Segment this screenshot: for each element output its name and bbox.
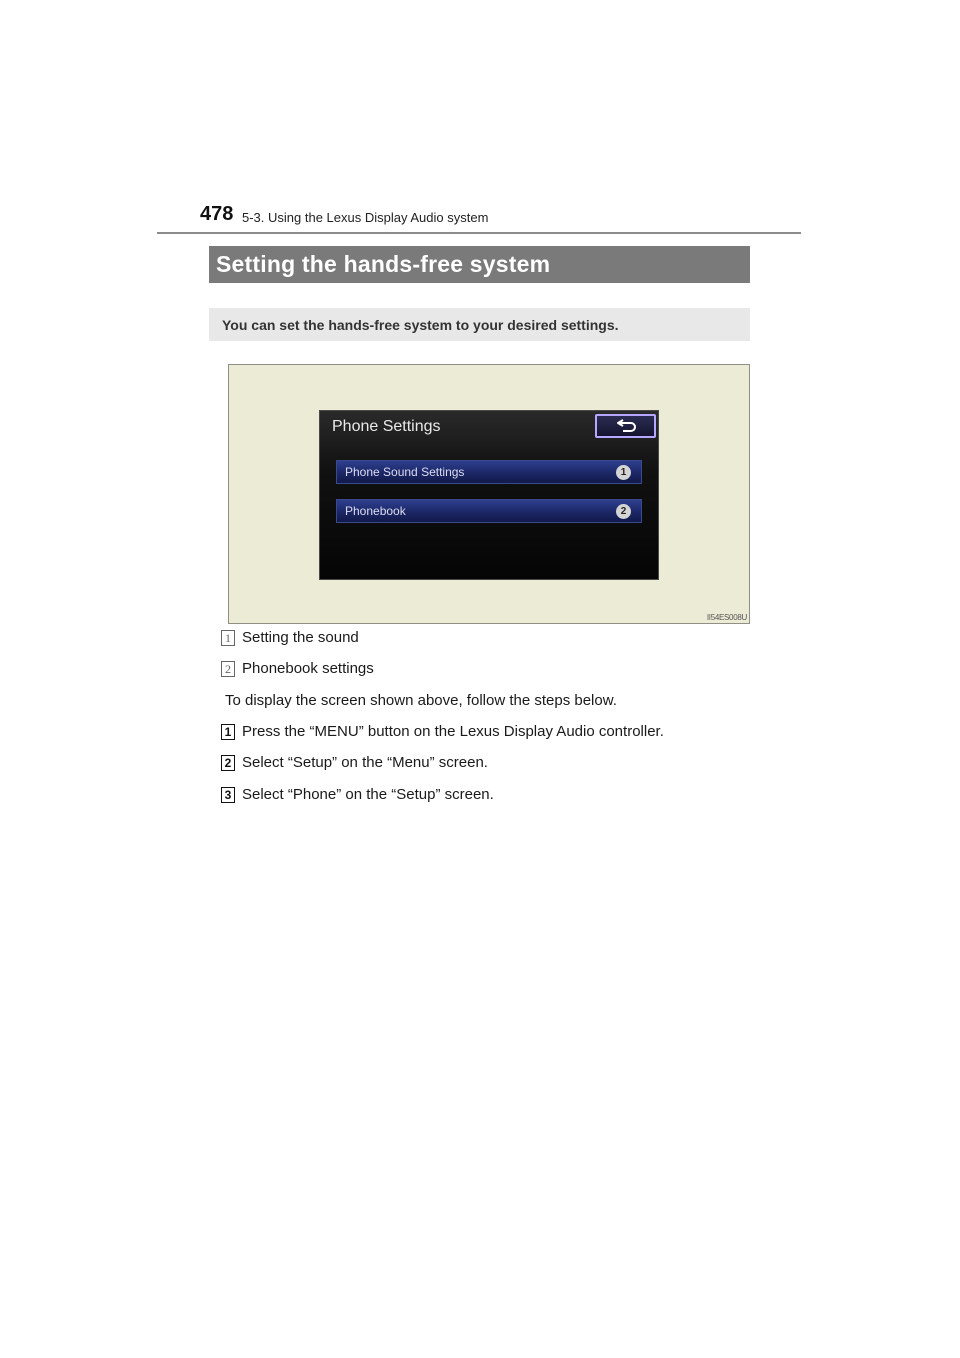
- intro-bar: [209, 308, 750, 341]
- return-arrow-icon: [614, 419, 638, 433]
- screen-title: Phone Settings: [332, 418, 441, 435]
- step-text: Select “Setup” on the “Menu” screen.: [242, 754, 488, 771]
- back-button[interactable]: [595, 414, 656, 438]
- step-badge: 1: [221, 724, 235, 740]
- phone-settings-screen: [319, 410, 659, 580]
- header-rule: [157, 232, 801, 234]
- step-badge: 3: [221, 787, 235, 803]
- callout-badge: 1: [221, 630, 235, 646]
- phonebook-button[interactable]: [336, 499, 642, 523]
- figure-code: II54ES008U: [706, 613, 747, 622]
- running-header: 5-3. Using the Lexus Display Audio system: [242, 210, 489, 225]
- menu-item-label: Phonebook: [345, 504, 406, 518]
- callout-marker: 1: [616, 465, 631, 480]
- callout-text: Phonebook settings: [242, 660, 374, 677]
- callout-text: Setting the sound: [242, 629, 359, 646]
- section-title: Setting the hands-free system: [216, 251, 551, 277]
- callout-marker: 2: [616, 504, 631, 519]
- phone-sound-settings-button[interactable]: [336, 460, 642, 484]
- step-text: Press the “MENU” button on the Lexus Display Audio controller.: [242, 723, 664, 740]
- page-number: 478: [200, 203, 234, 225]
- section-title-bar: [209, 246, 750, 283]
- menu-item-label: Phone Sound Settings: [345, 465, 465, 479]
- instructions-lead: To display the screen shown above, follow the steps below.: [225, 692, 617, 709]
- step-text: Select “Phone” on the “Setup” screen.: [242, 786, 494, 803]
- intro-text: You can set the hands-free system to your desired settings.: [222, 316, 619, 333]
- callout-badge: 2: [221, 661, 235, 677]
- step-badge: 2: [221, 755, 235, 771]
- figure-frame: [228, 364, 750, 624]
